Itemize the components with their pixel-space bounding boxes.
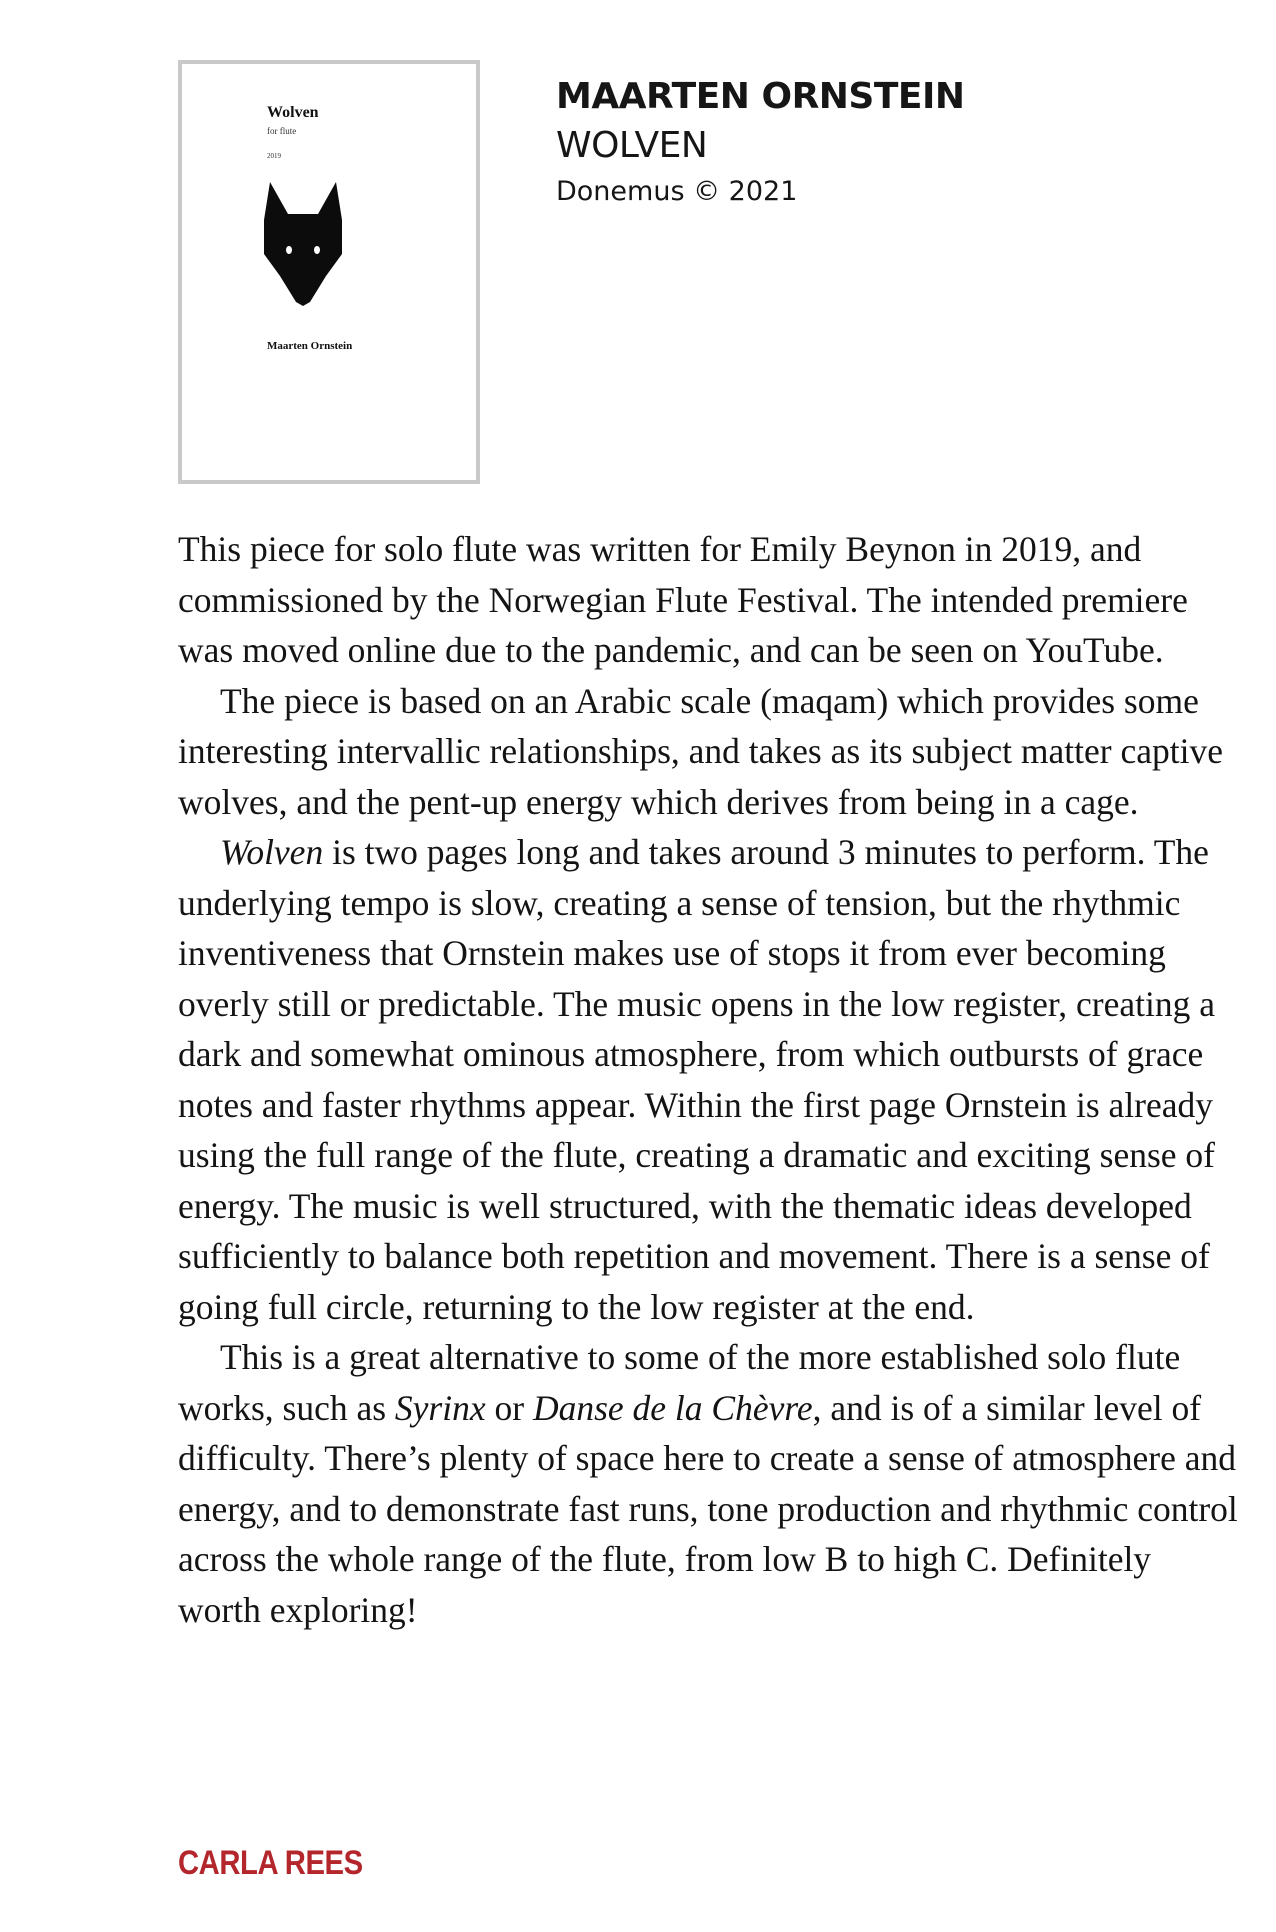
wolf-head-icon — [262, 180, 344, 306]
review-text: This is a great alternative to some of the more established solo flute works, such as — [178, 1337, 1181, 1428]
review-body — [178, 524, 1238, 1635]
review-text: This piece for solo flute was written for Emily Beynon in 2019, and commissioned by the Norwegian Flute Festival. The intended premiere was moved online due to the pandemic, and can be seen on YouTube. — [178, 529, 1188, 670]
work-title: WOLVEN — [556, 125, 708, 166]
work-title-italic: Danse de la Chèvre — [532, 1387, 813, 1428]
cover-subtitle: for flute — [267, 126, 297, 136]
cover-title: Wolven — [267, 104, 319, 121]
composer-name: MAARTEN ORNSTEIN — [556, 76, 965, 117]
review-text: or — [485, 1387, 533, 1428]
cover-year: 2019 — [267, 152, 281, 160]
work-title-italic: Syrinx — [394, 1387, 486, 1428]
review-paragraph-3 — [178, 827, 1238, 1332]
review-text: is two pages long and takes around 3 minutes to perform. The underlying tempo is slow, creating a sense of tension, but the rhythmic inventiveness that Ornstein makes use of stops it from ever becoming overly still or predictable. The music opens in the low register, creating a dark and somewhat ominous atmosphere, from which outbursts of grace notes and faster rhythms appear. Within the first page Ornstein is already using the full range of the flute, creating a dramatic and exciting sense of energy. The music is well structured, with the thematic ideas developed sufficiently to balance both repetition and movement. There is a sense of going full circle, returning to the low register at the end. — [178, 832, 1216, 1327]
review-paragraph-1 — [178, 524, 1238, 676]
work-title-italic: Wolven — [220, 832, 324, 872]
review-header — [556, 74, 965, 212]
review-text: The piece is based on an Arabic scale (maqam) which provides some interesting intervallic relationships, and takes as its subject matter captive wolves, and the pent-up energy which derives from being in a cage. — [178, 680, 1223, 822]
score-cover-image — [178, 60, 480, 484]
reviewer-name: CARLA REES — [178, 1844, 363, 1882]
cover-composer: Maarten Ornstein — [267, 340, 353, 352]
review-text: , and is of a similar level of difficulty. There’s plenty of space here to create a sense of atmosphere and energy, and to demonstrate fast runs, tone production and rhythmic control across the whole range of the flute, from low B to high C. Definitely worth exploring! — [178, 1387, 1238, 1630]
review-paragraph-2 — [178, 676, 1238, 828]
review-paragraph-4 — [178, 1332, 1238, 1635]
publisher-line: Donemus © 2021 — [556, 176, 798, 207]
